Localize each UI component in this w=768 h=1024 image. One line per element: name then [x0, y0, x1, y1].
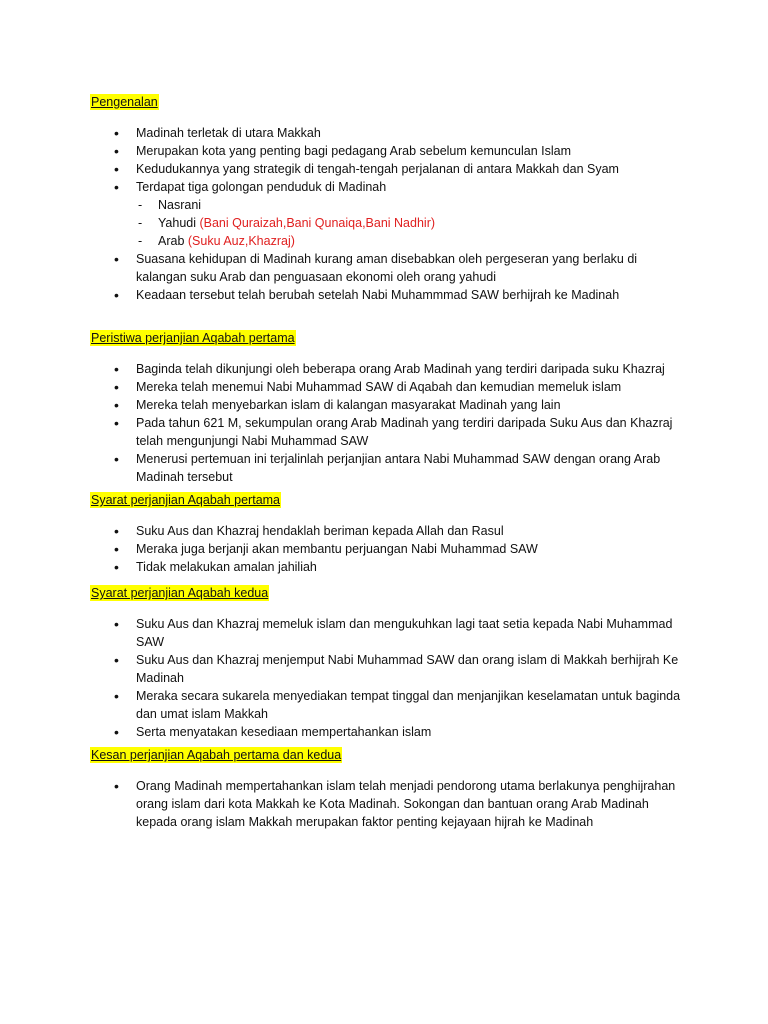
sub-list-item: [90, 232, 690, 250]
section-heading: Pengenalan: [91, 95, 158, 109]
section-syarat-aqabah-pertama: [90, 492, 690, 576]
section-heading: Syarat perjanjian Aqabah kedua: [91, 586, 269, 600]
list-item: • Baginda telah dikunjungi oleh beberapa orang Arab Madinah yang terdiri daripada suku Khazraj: [90, 360, 690, 378]
sub-list-item: [90, 214, 690, 232]
list-item: • Meraka secara sukarela menyediakan tempat tinggal dan menjanjikan keselamatan untuk baginda dan umat islam Makkah: [90, 687, 690, 723]
list-item: • Meraka juga berjanji akan membantu perjuangan Nabi Muhammad SAW: [90, 540, 690, 558]
list-item: • Suku Aus dan Khazraj menjemput Nabi Muhammad SAW dan orang islam di Makkah berhijrah Ke Madinah: [90, 651, 690, 687]
sub-list: [90, 196, 690, 250]
list-item: • Merupakan kota yang penting bagi pedagang Arab sebelum kemunculan Islam: [90, 142, 690, 160]
list-item: • Mereka telah menemui Nabi Muhammad SAW di Aqabah dan kemudian memeluk islam: [90, 378, 690, 396]
sub-item-label: Arab: [158, 234, 188, 248]
list-item: • Menerusi pertemuan ini terjalinlah perjanjian antara Nabi Muhammad SAW dengan orang Arab Madinah tersebut: [90, 450, 690, 486]
section-pengenalan: [90, 94, 690, 304]
list-item: • Tidak melakukan amalan jahiliah: [90, 558, 690, 576]
bullet-list: [90, 777, 690, 831]
section-heading: Kesan perjanjian Aqabah pertama dan kedua: [91, 748, 342, 762]
section-peristiwa-aqabah-pertama: [90, 330, 690, 486]
sub-item-label: Nasrani: [158, 198, 202, 212]
list-item: • Madinah terletak di utara Makkah: [90, 124, 690, 142]
sub-item-note: (Suku Auz,Khazraj): [187, 234, 295, 248]
list-item: • Suku Aus dan Khazraj memeluk islam dan mengukuhkan lagi taat setia kepada Nabi Muhammad SAW: [90, 615, 690, 651]
list-item: • Pada tahun 621 M, sekumpulan orang Arab Madinah yang terdiri daripada Suku Aus dan Khazraj telah mengunjungi Nabi Muhammad SAW: [90, 414, 690, 450]
section-syarat-aqabah-kedua: [90, 585, 690, 741]
sub-item-note: (Bani Quraizah,Bani Qunaiqa,Bani Nadhir): [199, 216, 436, 230]
bullet-list: [90, 522, 690, 576]
bullet-list: [90, 615, 690, 741]
list-item: • Kedudukannya yang strategik di tengah-tengah perjalanan di antara Makkah dan Syam: [90, 160, 690, 178]
section-heading: Peristiwa perjanjian Aqabah pertama: [91, 331, 295, 345]
sub-list-item: [90, 196, 690, 214]
list-item: • Terdapat tiga golongan penduduk di Madinah: [90, 178, 690, 196]
list-item: • Suku Aus dan Khazraj hendaklah beriman kepada Allah dan Rasul: [90, 522, 690, 540]
sub-item-label: Yahudi: [158, 216, 200, 230]
list-item: • Orang Madinah mempertahankan islam telah menjadi pendorong utama berlakunya penghijrahan orang islam dari kota Makkah ke Kota Madinah. Sokongan dan bantuan orang Arab Madinah kepada orang islam Makkah merupakan faktor penting kejayaan hijrah ke Madinah: [90, 777, 690, 831]
section-heading: Syarat perjanjian Aqabah pertama: [91, 493, 281, 507]
bullet-list: [90, 124, 690, 196]
section-kesan-aqabah: [90, 747, 690, 831]
list-item: • Mereka telah menyebarkan islam di kalangan masyarakat Madinah yang lain: [90, 396, 690, 414]
list-item: • Suasana kehidupan di Madinah kurang aman disebabkan oleh pergeseran yang berlaku di kalangan suku Arab dan penguasaan ekonomi oleh orang yahudi: [90, 250, 690, 286]
bullet-list: [90, 250, 690, 304]
bullet-list: [90, 360, 690, 486]
list-item: • Serta menyatakan kesediaan mempertahankan islam: [90, 723, 690, 741]
list-item: • Keadaan tersebut telah berubah setelah Nabi Muhammmad SAW berhijrah ke Madinah: [90, 286, 690, 304]
